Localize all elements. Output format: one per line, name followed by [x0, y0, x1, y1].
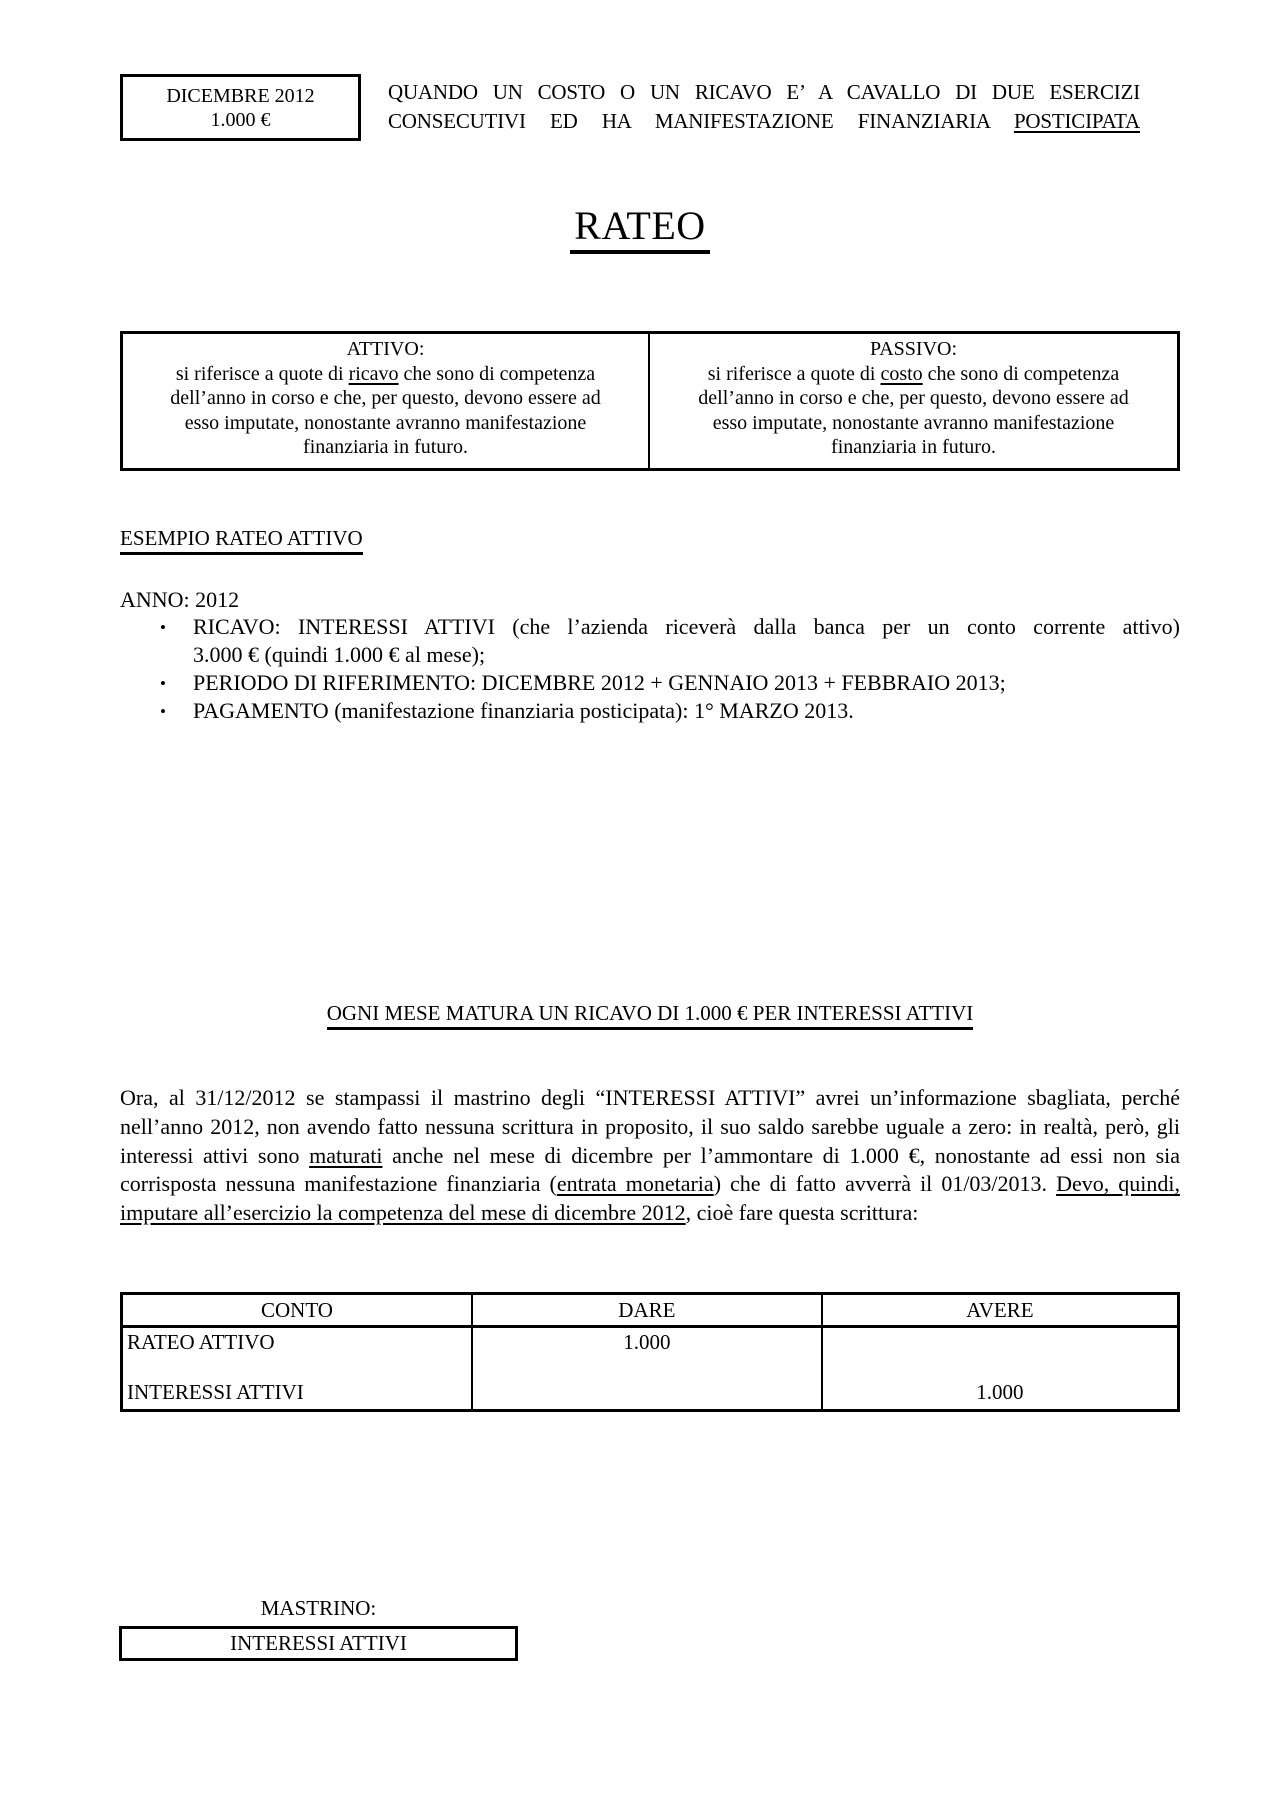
text-segment: dell’anno in corso e che, per questo, devono essere ad — [170, 387, 601, 409]
dare-cell — [473, 1328, 823, 1409]
mastrino-label: MASTRINO: — [260, 1596, 377, 1620]
attivo-line — [129, 386, 642, 411]
attivo-line — [129, 411, 642, 436]
bullet-ricavo-line2: 3.000 € (quindi 1.000 € al mese); — [193, 642, 486, 667]
bullet-item-ricavo — [120, 613, 1180, 669]
column-header-dare: DARE — [473, 1295, 823, 1325]
bullet-list — [120, 613, 1180, 725]
bullet-icon: • — [160, 674, 166, 693]
text-segment: finanziaria in futuro. — [303, 436, 468, 458]
attivo-line — [129, 435, 642, 460]
monthly-accrual-callout — [120, 1001, 1180, 1030]
bullet-item-pagamento — [120, 697, 1180, 725]
year-label: ANNO: 2012 — [120, 587, 240, 612]
heading-line-1: QUANDO UN COSTO O UN RICAVO E’ A CAVALLO DI DUE ESERCIZI — [388, 80, 1140, 104]
conto-cell — [123, 1328, 473, 1409]
text-segment: finanziaria in futuro. — [831, 436, 996, 458]
bullet-periodo-line1: PERIODO DI RIFERIMENTO: DICEMBRE 2012 + GENNAIO 2013 + FEBBRAIO 2013; — [193, 670, 1006, 695]
corner-note-box — [120, 74, 361, 141]
text-segment: si riferisce a quote di — [707, 362, 881, 385]
text-segment: ) che di fatto avverrà il 01/03/2013. — [713, 1171, 1057, 1197]
passivo-line — [656, 435, 1171, 460]
heading-line-2 — [388, 107, 1140, 136]
text-segment: CONSECUTIVI ED HA MANIFESTAZIONE FINANZIARIA — [388, 109, 1014, 133]
explanation-paragraph — [120, 1084, 1180, 1228]
passivo-heading: PASSIVO: — [869, 338, 958, 360]
text-segment: dell’anno in corso e che, per questo, devono essere ad — [698, 387, 1129, 409]
column-header-conto: CONTO — [123, 1295, 473, 1325]
definition-table — [120, 331, 1180, 471]
text-segment: si riferisce a quote di — [175, 362, 349, 385]
text-segment: , cioè fare questa scrittura: — [685, 1200, 919, 1226]
attivo-line — [129, 362, 642, 387]
underlined-text: entrata monetaria — [556, 1171, 714, 1197]
avere-amount: 1.000 — [976, 1380, 1024, 1404]
mastrino-account-name: INTERESSI ATTIVI — [230, 1631, 407, 1655]
corner-note-month: DICEMBRE 2012 — [166, 84, 315, 107]
text-segment: che sono di competenza — [922, 362, 1120, 385]
bullet-icon: • — [160, 618, 166, 637]
corner-note-amount: 1.000 € — [210, 108, 271, 131]
passivo-definition-cell — [650, 334, 1177, 468]
dare-amount: 1.000 — [623, 1330, 671, 1354]
account-name-rateo-attivo: RATEO ATTIVO — [127, 1330, 275, 1354]
passivo-line — [656, 362, 1171, 387]
column-header-avere: AVERE — [966, 1297, 1034, 1322]
bullet-item-periodo — [120, 669, 1180, 697]
page-title — [0, 203, 1280, 254]
text-segment: che sono di competenza — [398, 362, 596, 385]
attivo-definition-cell — [123, 334, 650, 468]
passivo-line — [656, 411, 1171, 436]
text-segment: Ora, al 31/12/2012 se stampassi il mastrino degli “INTERESSI ATTIVI” avrei un’informazione sbagliata, perché nell’anno 2012, non avendo fatto nessuna scrittura in proposito, il suo saldo sarebbe uguale a zero: in realtà, però, gli interessi attivi sono — [120, 1085, 1180, 1168]
text-segment: anche nel mese di dicembre per l’ammontare di 1.000 €, nonostante ad essi non sia corrisposta nessuna manifestazione finanziaria ( — [120, 1142, 1181, 1197]
avere-cell — [823, 1328, 1177, 1409]
underlined-text: costo — [880, 362, 923, 385]
page-title-text: RATEO — [570, 206, 709, 254]
bullet-ricavo-line1: RICAVO: INTERESSI ATTIVI (che l’azienda riceverà dalla banca per un conto corrente attivo) — [193, 614, 1180, 639]
example-section-heading — [120, 526, 363, 555]
account-name-interessi-attivi: INTERESSI ATTIVI — [127, 1380, 304, 1404]
example-section-heading-text: ESEMPIO RATEO ATTIVO — [120, 526, 363, 555]
monthly-accrual-callout-text: OGNI MESE MATURA UN RICAVO DI 1.000 € PER INTERESSI ATTIVI — [327, 1001, 974, 1030]
bullet-pagamento-line1: PAGAMENTO (manifestazione finanziaria posticipata): 1° MARZO 2013. — [193, 698, 854, 723]
passivo-line — [656, 386, 1171, 411]
underlined-text: Devo, quindi, imputare all’esercizio la competenza del mese di dicembre 2012 — [120, 1171, 1180, 1226]
journal-table-body-row — [123, 1328, 1177, 1409]
text-segment: esso imputate, nonostante avranno manifestazione — [712, 411, 1115, 434]
bullet-icon: • — [160, 702, 166, 721]
document-heading — [388, 78, 1140, 136]
journal-entry-table — [120, 1292, 1180, 1412]
underlined-text: maturati — [309, 1142, 383, 1168]
underlined-text: ricavo — [348, 362, 399, 385]
text-segment: esso imputate, nonostante avranno manifestazione — [184, 411, 587, 434]
mastrino-account-box — [119, 1626, 518, 1661]
underlined-text: POSTICIPATA — [1013, 109, 1140, 133]
journal-table-header-row — [123, 1295, 1177, 1328]
attivo-heading: ATTIVO: — [346, 338, 425, 360]
